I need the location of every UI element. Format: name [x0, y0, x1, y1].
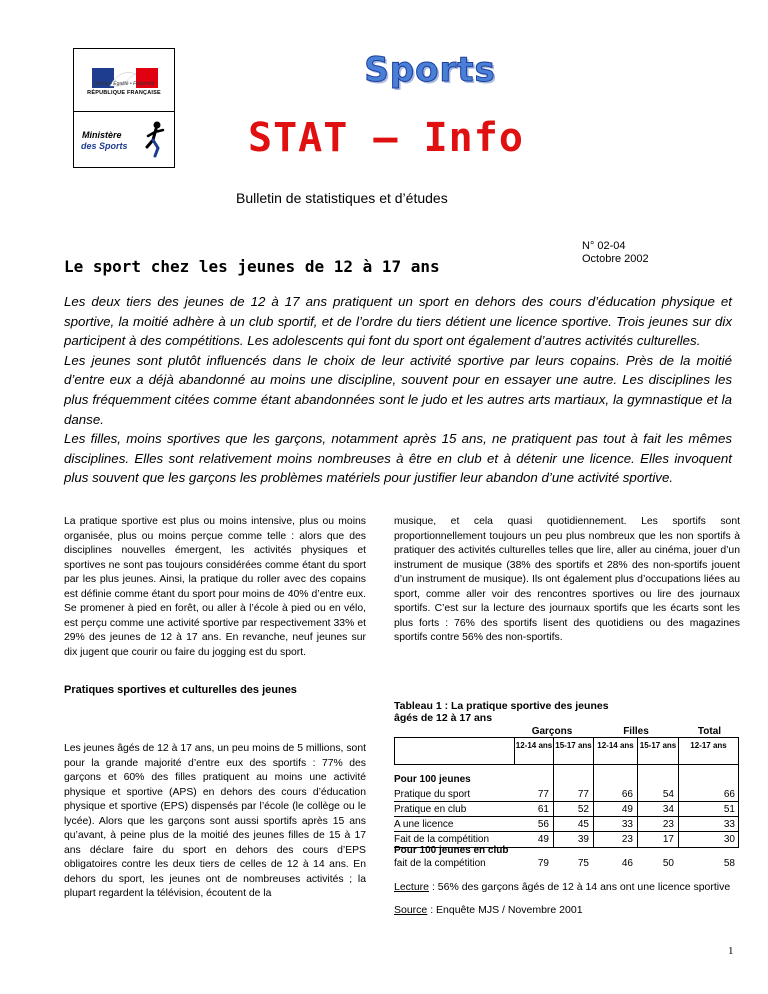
table-title: Tableau 1 : La pratique sportive des jeunes âgés de 12 à 17 ans	[394, 700, 609, 724]
table-cell: 50	[662, 858, 674, 869]
row-label: Pratique en club	[394, 804, 467, 815]
column-header: 15-17 ans	[637, 737, 679, 765]
group-header-total: Total	[697, 726, 722, 737]
table-cell: 46	[621, 858, 633, 869]
table-cell: 61	[537, 804, 549, 815]
column-header: 15-17 ans	[553, 737, 594, 765]
table-header-blank	[394, 737, 514, 765]
lecture-label: Lecture	[394, 881, 430, 893]
ministry-line1: Ministère	[82, 130, 122, 140]
section-label: Pour 100 jeunes	[394, 774, 471, 785]
table-cell: 34	[662, 804, 674, 815]
table-cell: 52	[577, 804, 589, 815]
sports-ministry-logo	[74, 112, 174, 167]
table-cell: 58	[723, 858, 735, 869]
issue-date: Octobre 2002	[582, 253, 649, 265]
table-cell: 54	[662, 789, 674, 800]
left-column-paragraph-1	[64, 515, 366, 660]
page-number: 1	[728, 945, 734, 957]
table-cell: 77	[537, 789, 549, 800]
intro-paragraph: Les deux tiers des jeunes de 12 à 17 ans pratiquent un sport en dehors des cours d’éducation physique et sportive, la moitié adhère à un club sportif, et de l’ordre du tiers détient une licence sportive. Trois jeunes sur dix participent à des compétitions. Les adolescents qui font du sport ont également d’autres activités culturelles.	[64, 294, 732, 349]
table-cell: 33	[723, 819, 735, 830]
logo-motto: Liberté • Égalité • Fraternité	[93, 81, 155, 87]
column-header: 12-14 ans	[514, 737, 554, 765]
row-label: Pratique du sport	[394, 789, 471, 800]
issue-number: N° 02-04	[582, 240, 626, 252]
intro-paragraph: Les filles, moins sportives que les garçons, notamment après 15 ans, ne pratiquent pas tout à fait les mêmes disciplines. Elles sont relativement moins nombreuses à être en club et à détenir une licence. Elles invoquent plus souvent que les garçons les problèmes matériels pour justifier leur abandon d’une activité sportive.	[64, 431, 732, 486]
ministry-logo	[73, 48, 175, 168]
left-column-paragraph-2	[64, 742, 366, 902]
table-note-source	[394, 904, 583, 916]
table-row	[394, 857, 739, 871]
paragraph-text: Les jeunes âgés de 12 à 17 ans, un peu moins de 5 millions, sont pour la grande majorité d’entre eux des sportifs : 77% des garçons et 60% des filles pratiquent au moins une activité physique et sportive (APS) en dehors des cours d’éducation physique et sportive (EPS) dispensés par l’école (le collège ou le lycée). Alors que les garçons sont aussi sportifs après 15 ans qu’avant, à peine plus de la moitié des jeunes filles de 15 à 17 ans déclare faire du sport en dehors des cours d’EPS obligatoires contre les deux tiers de celles de 12 à 14 ans. En dehors du sport, les jeunes ont de nombreuses activités ; la plupart regardent la télévision, écoutent de la	[64, 743, 366, 899]
table-cell: 23	[662, 819, 674, 830]
article-headline: Le sport chez les jeunes de 12 à 17 ans	[64, 257, 440, 276]
intro-summary	[64, 292, 732, 488]
table-cell: 51	[723, 804, 735, 815]
section-heading: Pratiques sportives et culturelles des jeunes	[64, 684, 297, 696]
table-cell: 23	[621, 834, 633, 845]
marianne-flag-icon	[92, 63, 158, 93]
republic-logo	[74, 49, 174, 112]
row-label: fait de la compétition	[394, 858, 486, 869]
table-section-label	[394, 772, 739, 787]
table-cell: 45	[577, 819, 589, 830]
ministry-line2: des Sports	[81, 141, 128, 151]
runner-icon	[142, 120, 168, 160]
table-cell: 17	[662, 834, 674, 845]
table-cell: 56	[537, 819, 549, 830]
row-label: Fait de la compétition	[394, 834, 490, 845]
right-column-paragraph-1	[394, 515, 740, 646]
table-cell: 49	[537, 834, 549, 845]
paragraph-text: La pratique sportive est plus ou moins intensive, plus ou moins organisée, plus ou moins perçue comme telle : alors que des disciplines nouvelles émergent, les activités physiques et sportives ne sont pas toujours considérées comme étant du sport par les plus jeunes. Ainsi, la pratique du roller avec des copains est définie comme étant du sport pour moins de 40% d’entre eux. Se promener à pied en forêt, ou aller à l’école à pied ou en vélo, est perçu comme une activité sportive par respectivement 33% et 29% des jeunes de 12 à 17 ans. En revanche, neuf jeunes sur dix jugent que courir ou faire du jogging est du sport.	[64, 516, 366, 658]
table-cell: 75	[577, 858, 589, 869]
table-cell: 79	[537, 858, 549, 869]
title-stat-info: STAT – Info	[248, 115, 524, 161]
issue-info	[582, 240, 649, 266]
lecture-text: : 56% des garçons âgés de 12 à 14 ans ont une licence sportive	[429, 881, 731, 893]
row-label: A une licence	[394, 819, 454, 830]
table-cell: 77	[577, 789, 589, 800]
table-cell: 39	[577, 834, 589, 845]
bulletin-subtitle: Bulletin de statistiques et d’études	[236, 190, 448, 206]
column-header: 12-14 ans	[593, 737, 638, 765]
title-sports: Sports	[364, 50, 496, 90]
table-cell: 33	[621, 819, 633, 830]
column-header: 12-17 ans	[678, 737, 739, 765]
table-cell: 49	[621, 804, 633, 815]
table-cell: 30	[723, 834, 735, 845]
group-header-girls: Filles	[623, 726, 649, 737]
section-label: Pour 100 jeunes en club	[394, 845, 509, 856]
table-note-lecture	[394, 881, 739, 893]
table-cell: 66	[723, 789, 735, 800]
source-text: : Enquête MJS / Novembre 2001	[427, 904, 583, 916]
intro-paragraph: Les jeunes sont plutôt influencés dans le choix de leur activité sportive par leurs copains. Près de la moitié d’entre eux a déjà abandonné au moins une discipline, souvent pour en essayer une autre. Les disciplines les plus fréquemment citées comme étant abandonnées sont le judo et les autres arts martiaux, la gymnastique et la danse.	[64, 352, 732, 427]
table-cell: 66	[621, 789, 633, 800]
logo-republic: RÉPUBLIQUE FRANÇAISE	[87, 90, 161, 96]
paragraph-text: musique, et cela quasi quotidiennement. Les sportifs sont proportionnellement toujours un peu plus nombreux que les non sportifs à pratiquer des activités culturelles telles que lire, aller au cinéma, jouer d’un instrument de musique (38% des sportifs et 28% des non-sportifs jouent d’un instrument de musique). Ils ont également plus d’occupations liées au sport, comme aller voir des rencontres sportives ou lire des journaux sportifs. C’est sur la lecture des journaux sportifs que les écarts sont les plus forts : 76% des sportifs lisent des quotidiens ou des magazines sportifs contre 56% des non-sportifs.	[394, 516, 740, 643]
source-label: Source	[394, 904, 428, 916]
group-header-boys: Garçons	[531, 726, 573, 737]
table-grid	[394, 787, 739, 848]
